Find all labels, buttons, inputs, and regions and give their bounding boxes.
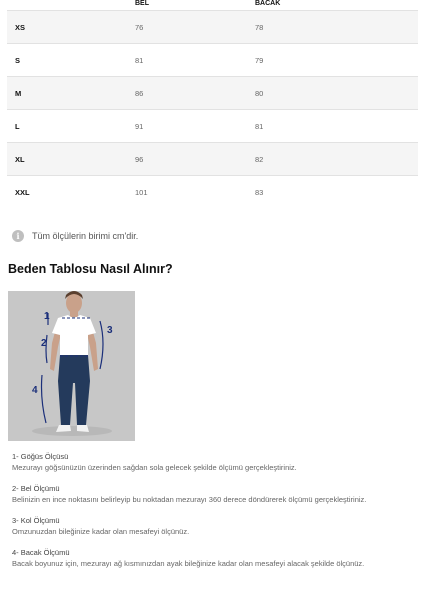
step-waist [12, 484, 417, 505]
bel-cell: 76 [135, 11, 255, 44]
size-cell: XL [7, 143, 135, 176]
table-row [7, 11, 418, 44]
bel-cell: 91 [135, 110, 255, 143]
table-row [7, 77, 418, 110]
table-header-row [7, 0, 418, 11]
model-figure [8, 291, 135, 441]
model-measurement-image [8, 291, 135, 441]
measurement-steps [12, 452, 417, 580]
bacak-cell: 82 [255, 143, 418, 176]
size-cell: L [7, 110, 135, 143]
size-cell: M [7, 77, 135, 110]
table-row [7, 44, 418, 77]
step-title: 2- Bel Ölçümü [12, 484, 60, 493]
info-icon: i [12, 230, 24, 242]
measurement-guide-title: Beden Tablosu Nasıl Alınır? [8, 262, 173, 276]
bel-cell: 101 [135, 176, 255, 209]
step-chest [12, 452, 417, 473]
step-description: Omzunuzdan bileğinize kadar olan mesafeyi ölçünüz. [12, 527, 190, 536]
bel-cell: 96 [135, 143, 255, 176]
step-title: 1- Göğüs Ölçüsü [12, 452, 69, 461]
unit-note-text: Tüm ölçülerin birimi cm'dir. [32, 231, 139, 241]
table-row [7, 143, 418, 176]
bacak-cell: 80 [255, 77, 418, 110]
step-title: 3- Kol Ölçümü [12, 516, 60, 525]
size-chart-table [7, 0, 418, 208]
unit-note [12, 230, 138, 242]
bacak-cell: 81 [255, 110, 418, 143]
step-title: 4- Bacak Ölçümü [12, 548, 70, 557]
bacak-cell: 83 [255, 176, 418, 209]
marker-2: 2 [41, 338, 47, 349]
step-arm [12, 516, 417, 537]
step-description: Belinizin en ince noktasını belirleyip bu noktadan mezurayı 360 derece döndürerek ölçümü gerçekleştiriniz. [12, 495, 367, 504]
table-row [7, 110, 418, 143]
size-cell: S [7, 44, 135, 77]
marker-1: 1 [44, 311, 50, 322]
header-bel: BEL [135, 0, 149, 7]
bel-cell: 81 [135, 44, 255, 77]
step-description: Bacak boyunuz için, mezurayı ağ kısmınızdan ayak bileğinize kadar olan mesafeyi alacak şekilde ölçünüz. [12, 559, 365, 568]
size-cell: XXL [7, 176, 135, 209]
step-leg [12, 548, 417, 569]
header-size [7, 0, 135, 11]
marker-4: 4 [32, 385, 38, 396]
marker-3: 3 [107, 325, 113, 336]
step-description: Mezurayı göğsünüzün üzerinden sağdan sola gelecek şekilde ölçümü gerçekleştiriniz. [12, 463, 297, 472]
size-cell: XS [7, 11, 135, 44]
bel-cell: 86 [135, 77, 255, 110]
bacak-cell: 79 [255, 44, 418, 77]
bacak-cell: 78 [255, 11, 418, 44]
header-bacak: BACAK [255, 0, 281, 7]
table-row [7, 176, 418, 209]
